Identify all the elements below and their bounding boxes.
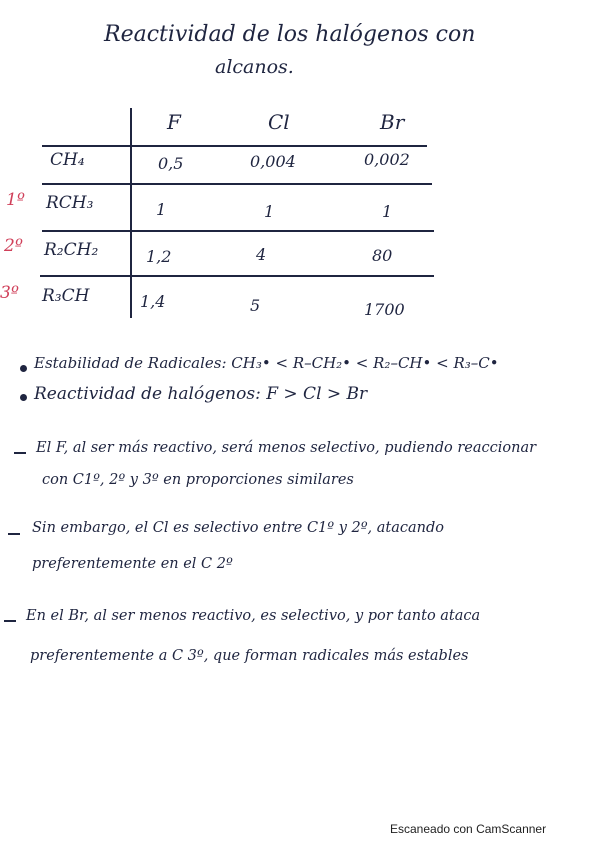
row-marker-secondary: 2º [4,236,23,256]
scanner-watermark: Escaneado con CamScanner [390,822,547,836]
column-header-br: Br [380,110,405,134]
note-dash [4,620,16,622]
table-vertical-rule [130,108,132,318]
table-header-rule [42,145,427,147]
cell-r2ch2-cl: 4 [256,245,267,264]
column-header-f: F [167,110,181,134]
page-title-continued: alcanos. [215,56,294,78]
note-fluorine-line1: El F, al ser más reactivo, será menos selectivo, pudiendo reaccionar [36,440,537,456]
note-bromine-line2: preferentemente a C 3º, que forman radicales más estables [30,648,469,664]
cell-r3ch-cl: 5 [250,296,261,315]
note-bromine-line1: En el Br, al ser menos reactivo, es selectivo, y por tanto ataca [26,608,481,624]
cell-ch4-cl: 0,004 [250,152,296,171]
row-marker-tertiary: 3º [0,283,19,303]
note-fluorine-line2: con C1º, 2º y 3º en proporciones similares [42,472,354,488]
row-label-ch4: CH₄ [50,150,85,170]
bullet-halogen-reactivity: Reactividad de halógenos: F > Cl > Br [34,384,368,404]
bullet-radical-stability: Estabilidad de Radicales: CH₃• < R–CH₂• < R₂–CH• < R₃–C• [34,354,499,372]
row-label-r3ch: R₃CH [42,286,90,306]
table-row-rule-2 [42,230,434,232]
column-header-cl: Cl [268,110,290,134]
cell-rch3-f: 1 [156,200,167,219]
note-chlorine-line1: Sin embargo, el Cl es selectivo entre C1º y 2º, atacando [32,520,445,536]
bullet-dot [20,394,27,401]
page-title: Reactividad de los halógenos con [104,22,476,47]
cell-r3ch-f: 1,4 [140,292,166,311]
note-dash [14,452,26,454]
cell-rch3-cl: 1 [264,202,275,221]
note-chlorine-line2: preferentemente en el C 2º [32,556,233,572]
cell-ch4-f: 0,5 [158,154,184,173]
cell-r3ch-br: 1700 [364,300,405,319]
table-row-rule-3 [40,275,434,277]
row-label-r2ch2: R₂CH₂ [44,240,99,260]
row-marker-primary: 1º [6,190,25,210]
note-dash [8,533,20,535]
bullet-dot [20,365,27,372]
cell-rch3-br: 1 [382,202,393,221]
cell-r2ch2-br: 80 [372,246,393,265]
cell-r2ch2-f: 1,2 [146,247,172,266]
row-label-rch3: RCH₃ [46,193,94,213]
table-row-rule-1 [42,183,432,185]
cell-ch4-br: 0,002 [364,150,410,169]
